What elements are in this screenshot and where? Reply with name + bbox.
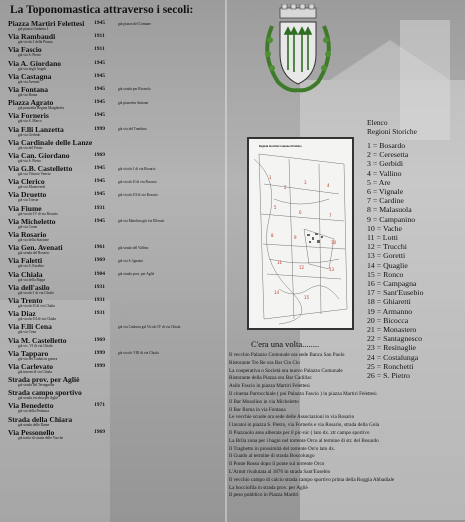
era-item: Il Piazzuolo area alberata per il pic-nic ( lato dx. ztr campo sportivo — [229, 429, 370, 436]
street-year: 1931 — [94, 296, 105, 303]
region-item: 8 = Malasuola — [367, 205, 412, 215]
region-item: 19 = Armanno — [367, 306, 413, 316]
street-former-name-secondary: già strada prov. per Agliè — [118, 272, 155, 277]
street-entry — [8, 86, 218, 97]
street-former-name: già vic. VI di via Chiala — [18, 343, 53, 348]
street-former-name-secondary: già via Cadorna già Vicolo IV di via Chiala — [118, 324, 181, 329]
street-former-name: già via S. Eusebio — [18, 264, 44, 269]
street-former-name: già via Gerbido — [18, 132, 41, 137]
region-item: 10 = Vache — [367, 223, 402, 233]
street-former-name-secondary: già vicolo I di via Rosario — [118, 166, 156, 171]
street-name: Via Can. Giordano — [8, 150, 70, 160]
street-name: Via Trento — [8, 295, 43, 305]
street-former-name-secondary: già piazza del Comune — [118, 21, 151, 26]
street-entry — [8, 363, 218, 374]
street-entry — [8, 310, 218, 321]
street-year: 1931 — [94, 204, 105, 211]
region-item: 22 = Santagnesco — [367, 334, 423, 344]
map-drawing — [249, 139, 352, 328]
street-name: Strada prov. per Agliè — [8, 375, 80, 385]
street-name: Via Chiala — [8, 269, 43, 279]
street-name: Strada della Chiara — [8, 414, 73, 424]
street-name: Via Fiume — [8, 203, 42, 213]
street-entry — [8, 46, 218, 57]
street-former-name: già vicolo IV di via Rosario — [18, 211, 58, 216]
svg-text:13: 13 — [329, 267, 335, 272]
street-year: 1945 — [94, 72, 105, 79]
street-entry — [8, 376, 218, 387]
street-former-name: già via del Forno — [18, 145, 43, 150]
street-name: Via Fascio — [8, 45, 42, 55]
region-item: 12 = Trucchi — [367, 242, 407, 252]
regions-heading-line2: Regioni Storiche — [367, 127, 417, 136]
region-item: 1 = Bosardo — [367, 141, 406, 150]
street-former-name: già via S. Pietro — [18, 53, 41, 58]
region-item: 24 = Costalunga — [367, 352, 419, 362]
street-entry — [8, 60, 218, 71]
street-year: 1945 — [94, 191, 105, 198]
region-item: 3 = Gerbidi — [367, 159, 404, 169]
region-item: 21 = Monastero — [367, 325, 417, 335]
street-year: 1945 — [94, 59, 105, 66]
street-former-name: già interni di via Chiala — [18, 369, 52, 374]
era-item: La bocciofila in strada prov. per Agliè — [229, 484, 308, 491]
street-year: 1945 — [94, 112, 105, 119]
regions-heading — [367, 118, 417, 136]
era-item: Il peso pubblico in Piazza Martiri — [229, 492, 299, 499]
era-item: Il vecchio Palazzo Comunale ora sede Banca San Paolo — [229, 352, 345, 358]
street-name: Via Cardinale delle Lanze — [8, 137, 93, 147]
svg-text:5: 5 — [274, 205, 277, 210]
street-year: 1945 — [94, 85, 105, 92]
era-item: Il cinema Parrocchiale ( poi Palazzo Fascio ) in piazza Martiri Felettesi — [229, 390, 377, 397]
street-former-name-secondary: già strada del Vallino — [118, 245, 149, 250]
svg-text:10: 10 — [331, 240, 337, 245]
street-entry — [8, 337, 218, 348]
street-year: 1961 — [94, 244, 105, 251]
street-entry — [8, 323, 218, 334]
street-name: Via A. Giordano — [8, 58, 62, 68]
era-item: I lavatoi in piazza S. Pietro, via Fornerìs e via Rosario, strada della Gola — [229, 422, 380, 429]
region-item: 16 = Campagna — [367, 279, 417, 289]
street-name: Via Druetto — [8, 190, 47, 200]
street-entry — [8, 33, 218, 44]
street-year: 1904 — [94, 270, 105, 277]
street-former-name: già piazzetta Regina Margherita — [18, 106, 64, 111]
street-entry — [8, 139, 218, 150]
street-name: Via Micheletto — [8, 216, 56, 226]
street-former-name: già strada delle Dame — [18, 422, 50, 427]
street-year: 1999 — [94, 362, 105, 369]
street-former-name-secondary: già vicolo II di via Rosario — [118, 179, 157, 184]
street-former-name-secondary: già vicolo VIII di via Chiala — [118, 351, 159, 356]
street-entry — [8, 402, 218, 413]
street-former-name-secondary: già via Matolina già via Ellerate — [118, 219, 165, 224]
street-year: 1969 — [94, 428, 105, 435]
svg-text:3: 3 — [304, 180, 307, 185]
street-year: 1945 — [94, 217, 105, 224]
street-year: 1969 — [94, 336, 105, 343]
street-name: Piazza Agrato — [8, 98, 54, 108]
toponymy-column — [8, 4, 218, 520]
street-name: Piazza Martiri Felettesi — [8, 19, 85, 28]
street-year: 1931 — [94, 310, 105, 317]
street-name: Via Tapparo — [8, 348, 49, 358]
street-former-name: già via Crane — [18, 224, 38, 229]
street-name: Via Benedetto — [8, 401, 54, 411]
street-name: Via Fornerìs — [8, 111, 49, 121]
era-item: Asilo Fascio in piazza Martiri Felettesi — [229, 383, 310, 390]
region-item: 7 = Cardine — [367, 196, 404, 206]
street-entry — [8, 244, 218, 255]
region-item: 11 = Lotti — [367, 233, 398, 243]
street-name: Via Gen. Avenati — [8, 243, 63, 253]
regions-heading-line1: Elenco — [367, 118, 388, 127]
region-item: 14 = Quaglie — [367, 260, 408, 270]
region-item: 20 = Bicocca — [367, 315, 409, 325]
street-year: 1971 — [94, 402, 105, 409]
street-year: 1969 — [94, 151, 105, 158]
street-former-name: già piazza Umberto I — [18, 27, 49, 31]
era-item: La cooperativa o Società ora nuovo Palazzo Comunale — [229, 367, 343, 374]
era-item: Il Guado al termine di strada Boscolungo — [229, 453, 315, 460]
svg-text:2: 2 — [284, 185, 287, 190]
era-item: Ristorante della Piazza ora Bar Cadillac — [229, 375, 312, 382]
street-former-name: già via della Pedatura — [18, 409, 50, 414]
svg-text:14: 14 — [274, 290, 280, 295]
street-entry — [8, 191, 218, 202]
era-item: Il vecchio campo di calcio strada campo sportivo prima della Roggia Abbadiale — [229, 476, 395, 483]
street-former-name: già via della Stazione — [18, 238, 49, 242]
street-former-name: già via della Rippa — [18, 277, 46, 282]
street-former-name: già via dei Caduti in guerra — [18, 356, 58, 361]
svg-text:15: 15 — [304, 295, 310, 300]
street-former-name: già via Avenati — [18, 79, 40, 84]
region-item: 2 = Ceresetta — [367, 150, 409, 160]
street-former-name: già vicolo III di via Chiala — [18, 317, 57, 322]
street-former-name-secondary: già piazzetta Amiano — [118, 100, 149, 105]
street-former-name: già via Monteverdi — [18, 185, 46, 190]
svg-text:7: 7 — [329, 213, 332, 218]
street-year: 1911 — [94, 33, 105, 40]
region-item: 17 = Sant'Eusebio — [367, 288, 424, 298]
street-entry — [8, 297, 218, 308]
street-entry — [8, 271, 218, 282]
svg-text:12: 12 — [299, 265, 305, 270]
street-entry — [8, 231, 218, 242]
street-entry — [8, 73, 218, 84]
street-entry — [8, 350, 218, 361]
street-entry — [8, 389, 218, 400]
street-entry — [8, 257, 218, 268]
street-entry — [8, 178, 218, 189]
street-entry — [8, 126, 218, 137]
map-caption: Regioni Storiche Comune di Feletto — [259, 145, 302, 148]
street-year: 1999 — [94, 125, 105, 132]
street-entry — [8, 205, 218, 216]
era-item: Il Traghetto in prossimità del torrente Orco lato dx. — [229, 445, 336, 452]
street-former-name: già tratto di strada delle Vacche — [18, 435, 64, 440]
street-name: Via Diaz — [8, 309, 36, 319]
street-year: 1931 — [94, 283, 105, 290]
era-list — [229, 352, 461, 500]
era-item: La Brìla zona per i bagni nel torrente Orco al termine di str. del Bosardo — [229, 437, 379, 444]
street-entry — [8, 429, 218, 440]
street-year: 1945 — [94, 20, 105, 26]
region-item: 23 = Resinaglie — [367, 343, 417, 353]
era-item: Ristorante Tre Re ora Bar Cin Cin — [229, 359, 300, 366]
street-former-name: già vicolo II di via Chiala — [18, 303, 55, 308]
street-year: 1999 — [94, 349, 105, 356]
street-former-name: già via degli Angeli — [18, 66, 47, 71]
street-name: Via M. Castelletto — [8, 335, 67, 345]
street-name: Via Clerico — [8, 177, 45, 187]
street-entry — [8, 20, 218, 31]
street-entry — [8, 218, 218, 229]
region-item: 9 = Campanino — [367, 214, 416, 224]
era-item: Le vecchie scuole ora sede delle Associazioni in via Rosario — [229, 414, 355, 421]
street-name: Via Carlevato — [8, 361, 54, 371]
street-entry — [8, 99, 218, 110]
regions-map — [247, 137, 354, 330]
street-year: 1945 — [94, 99, 105, 106]
street-name: Via Faletti — [8, 256, 43, 266]
page-divider — [225, 0, 227, 522]
street-former-name-secondary: già via S. Ignazio — [118, 258, 144, 263]
street-former-name-secondary: già vicolo III di via Rosario — [118, 192, 158, 197]
region-item: 18 = Ghiaretti — [367, 297, 411, 307]
street-name: Via dell'asilo — [8, 282, 50, 292]
street-former-name: già via Cena — [18, 330, 36, 335]
street-name: Via Pessonello — [8, 427, 55, 437]
street-entry — [8, 112, 218, 123]
region-item: 26 = S. Pietro — [367, 371, 410, 381]
street-former-name: già via Trieste — [18, 198, 39, 203]
street-former-name: già via Roma — [18, 92, 38, 97]
street-entry — [8, 165, 218, 176]
street-former-name: già strada del Rosario — [18, 251, 50, 256]
street-year: 1911 — [94, 46, 105, 53]
street-entry — [8, 152, 218, 163]
svg-text:8: 8 — [271, 233, 274, 238]
region-item: 15 = Ronco — [367, 269, 404, 279]
street-list — [8, 20, 218, 440]
era-item: Il Ponte Rosso dopo il ponte sul torrente Orco — [229, 461, 325, 468]
region-item: 13 = Goretti — [367, 251, 406, 261]
street-name: Via Castagna — [8, 71, 52, 81]
street-name: Via F.lli Lanzetta — [8, 124, 64, 134]
background-roof — [330, 40, 450, 80]
street-year: 1969 — [94, 257, 105, 264]
street-former-name-secondary: già strada per Rivarolo — [118, 87, 151, 92]
street-name: Via Rosario — [8, 230, 47, 239]
svg-text:9: 9 — [294, 235, 297, 240]
era-heading: C'era una volta........ — [251, 339, 320, 349]
municipal-crest-icon — [258, 4, 338, 96]
street-former-name: già vicolo I della Piazza — [18, 40, 53, 45]
street-name: Via Rambaudi — [8, 32, 56, 42]
street-year: 1945 — [94, 178, 105, 185]
street-former-name: già via S. Pietro — [18, 158, 41, 163]
era-item: Il Bar Musolino in via Micheletto — [229, 398, 299, 405]
svg-text:4: 4 — [327, 183, 330, 188]
svg-text:6: 6 — [299, 210, 302, 215]
region-item: 6 = Vignale — [367, 187, 404, 197]
page-title: La Toponomastica attraverso i secoli: — [10, 4, 194, 16]
regions-list — [367, 141, 423, 380]
region-item: 4 = Vallino — [367, 168, 402, 178]
street-year: 1945 — [94, 165, 105, 172]
svg-text:11: 11 — [277, 260, 283, 265]
street-former-name-secondary: già via del Tombino — [118, 127, 147, 131]
street-former-name: già via Vittorio Veneto — [18, 172, 51, 177]
street-name: Via F.lli Cena — [8, 322, 52, 332]
street-former-name: già via S. Marco — [18, 119, 42, 124]
street-name: Via Fontana — [8, 84, 49, 94]
street-entry — [8, 284, 218, 295]
street-former-name: già strada vecchia per Agliè — [18, 396, 58, 401]
street-former-name: già vicolo I di via Chiala — [18, 290, 54, 295]
era-item: Il Bar Roma in via Fontana — [229, 406, 286, 413]
region-item: 5 = Are — [367, 177, 391, 187]
era-item: L'Armit rivalutata al 1876 in strada Sant'Eusebio — [229, 468, 331, 475]
svg-text:1: 1 — [269, 175, 272, 180]
region-item: 25 = Ronchetti — [367, 361, 414, 371]
street-name: Strada campo sportivo — [8, 388, 82, 398]
street-entry — [8, 416, 218, 427]
street-name: Via G.B. Castelletto — [8, 164, 73, 174]
street-former-name: già strada del Terragnone — [18, 383, 55, 388]
